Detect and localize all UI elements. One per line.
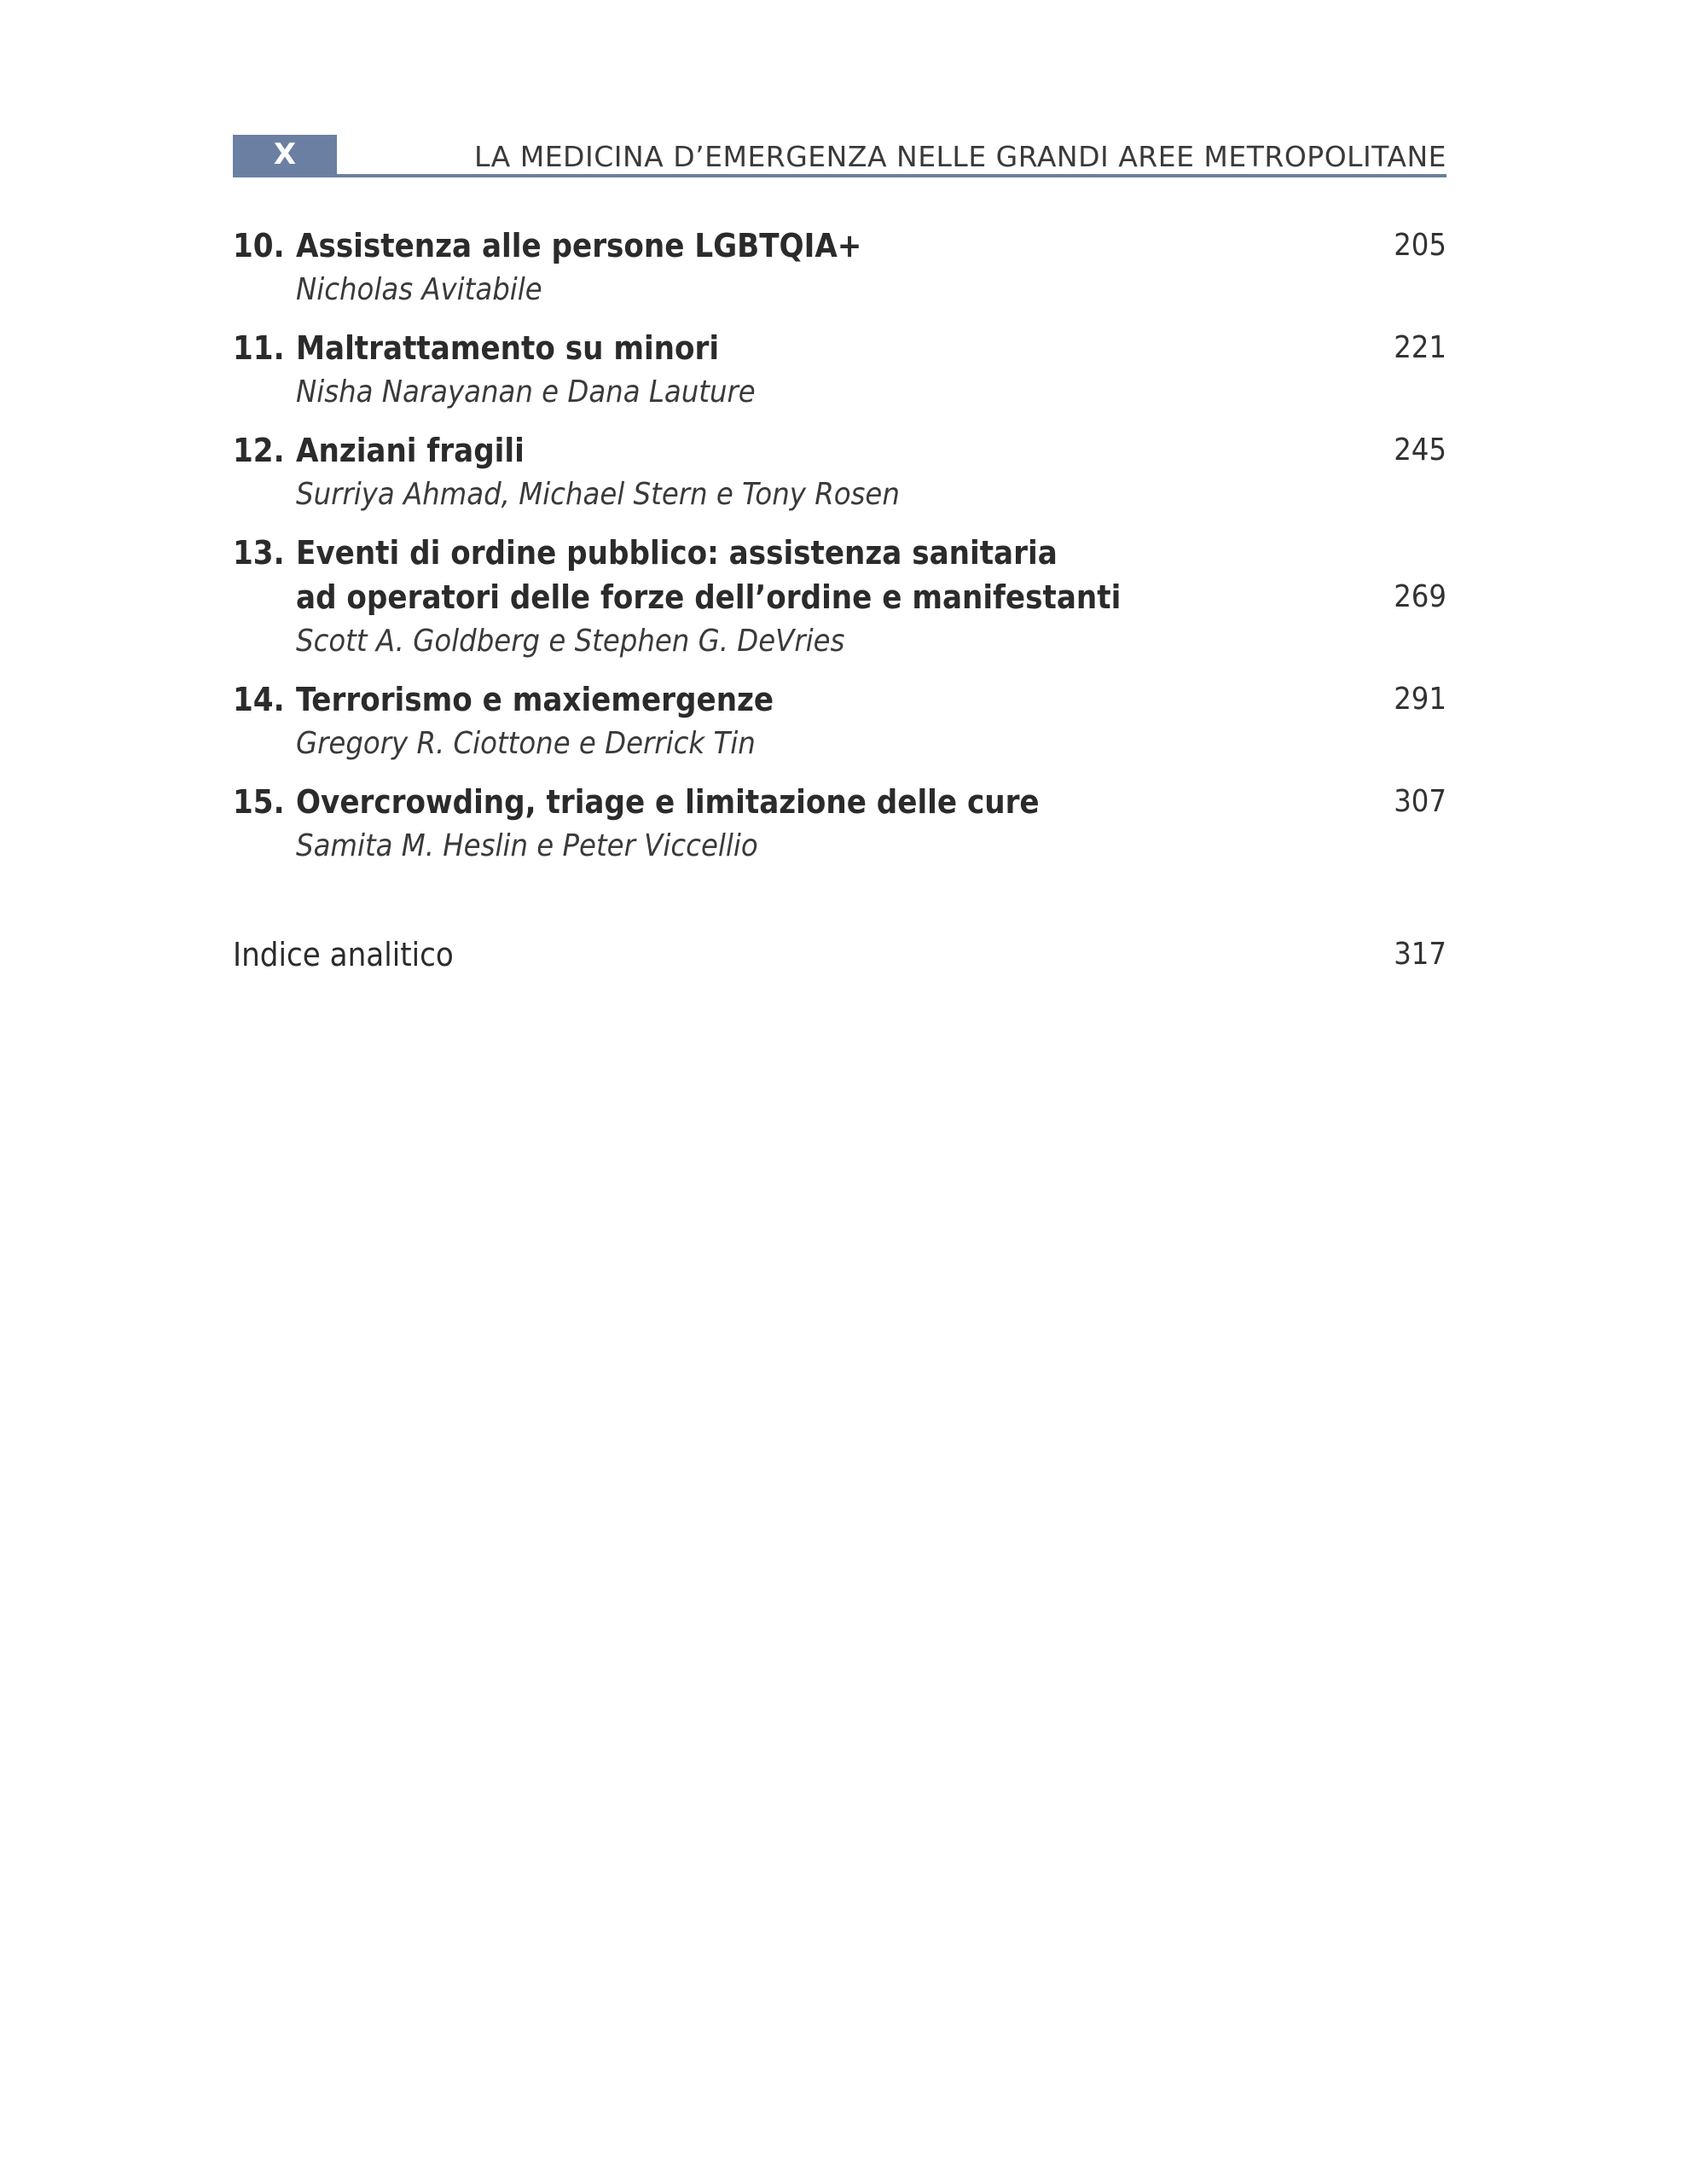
chapter-title: Anziani fragili — [296, 432, 525, 469]
toc-entry-14 — [233, 677, 1446, 766]
chapter-title-continued: ad operatori delle forze dell’ordine e manifestanti — [296, 578, 1122, 616]
chapter-page-number: 221 — [1394, 330, 1446, 365]
chapter-authors: Nisha Narayanan e Dana Lauture — [296, 375, 756, 410]
chapter-title: Terrorismo e maxiemergenze — [296, 681, 774, 718]
toc-entry-12 — [233, 428, 1446, 517]
chapter-authors: Gregory R. Ciottone e Derrick Tin — [296, 726, 756, 761]
chapter-page-number: 307 — [1394, 784, 1446, 819]
chapter-title: Eventi di ordine pubblico: assistenza sanitaria — [296, 534, 1058, 572]
toc-entry-13 — [233, 531, 1446, 664]
chapter-number: 15. — [233, 783, 285, 821]
running-header — [233, 135, 1446, 177]
chapter-page-number: 269 — [1394, 579, 1446, 614]
index-label: Indice analitico — [233, 936, 454, 973]
toc-entry-10 — [233, 224, 1446, 312]
chapter-page-number: 291 — [1394, 682, 1446, 717]
chapter-number: 11. — [233, 329, 285, 367]
toc-entry-15 — [233, 780, 1446, 868]
chapter-number: 13. — [233, 534, 285, 572]
chapter-authors: Nicholas Avitabile — [296, 272, 542, 307]
chapter-title: Overcrowding, triage e limitazione delle cure — [296, 783, 1040, 821]
chapter-authors: Surriya Ahmad, Michael Stern e Tony Rosen — [296, 477, 900, 512]
index-page-number: 317 — [1394, 937, 1446, 972]
toc-entry-index — [233, 932, 1446, 977]
table-of-contents — [233, 224, 1446, 882]
page-number-badge: X — [233, 135, 337, 174]
chapter-page-number: 245 — [1394, 433, 1446, 468]
chapter-number: 14. — [233, 681, 285, 718]
chapter-title: Maltrattamento su minori — [296, 329, 720, 367]
chapter-page-number: 205 — [1394, 228, 1446, 263]
chapter-title: Assistenza alle persone LGBTQIA+ — [296, 227, 862, 264]
chapter-authors: Scott A. Goldberg e Stephen G. DeVries — [296, 624, 845, 659]
chapter-authors: Samita M. Heslin e Peter Viccellio — [296, 828, 758, 863]
chapter-number: 12. — [233, 432, 285, 469]
toc-entry-11 — [233, 326, 1446, 415]
chapter-number: 10. — [233, 227, 285, 264]
running-title: LA MEDICINA D’EMERGENZA NELLE GRANDI AREE METROPOLITANE — [474, 140, 1446, 173]
